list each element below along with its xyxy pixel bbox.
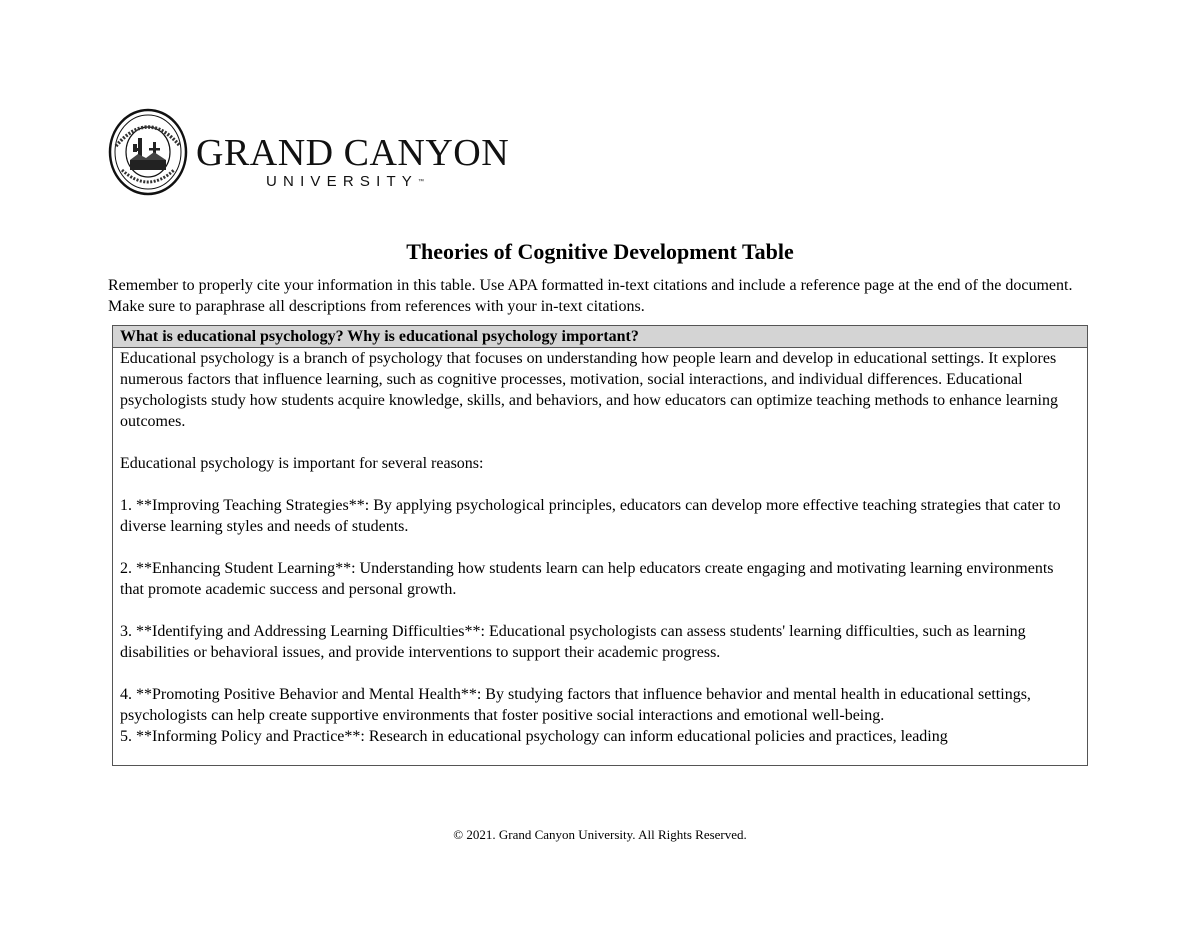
wordmark-university-text: UNIVERSITY: [266, 173, 419, 190]
copyright-footer: © 2021. Grand Canyon University. All Rights Reserved.: [453, 827, 747, 842]
answer-cell[interactable]: [113, 348, 1088, 766]
answer-list-item-2: 2. **Enhancing Student Learning**: Understanding how students learn can help educators create engaging and motivating learning environments that promote academic success and personal growth.: [120, 560, 1054, 598]
answer-cell-content: [120, 348, 1080, 765]
answer-list-item-4: 4. **Promoting Positive Behavior and Mental Health**: By studying factors that influence behavior and mental health in educational settings, psychologists can help create supportive environments that foster positive social interactions and emotional well-being.: [120, 686, 1031, 724]
trademark-symbol: ™: [418, 179, 425, 185]
table-header-question: What is educational psychology? Why is educational psychology important?: [113, 326, 1088, 348]
document-title: Theories of Cognitive Development Table: [406, 239, 794, 264]
answer-paragraph-definition: Educational psychology is a branch of psychology that focuses on understanding how people learn and develop in educational settings. It explores numerous factors that influence learning, such as cognitive processes, motivation, social interactions, and individual differences. Educational psychologists study how students acquire knowledge, skills, and behaviors, and how educators can optimize teaching methods to enhance learning outcomes.: [120, 350, 1058, 430]
cognitive-development-table: [112, 325, 1088, 766]
answer-list-item-5: 5. **Informing Policy and Practice**: Research in educational psychology can inform educational policies and practices, leading: [120, 728, 948, 745]
grand-canyon-university-seal-icon: [108, 108, 188, 196]
answer-paragraph-importance-intro: Educational psychology is important for several reasons:: [120, 455, 484, 472]
answer-list-item-1: 1. **Improving Teaching Strategies**: By applying psychological principles, educators can develop more effective teaching strategies that cater to diverse learning styles and needs of students.: [120, 497, 1061, 535]
university-logo: [108, 108, 510, 198]
instructions-text: Remember to properly cite your information in this table. Use APA formatted in-text citations and include a reference page at the end of the document. Make sure to paraphrase all descriptions from references with your in-text citations.: [108, 277, 1073, 315]
table-header-row: [113, 326, 1088, 348]
wordmark-grand-canyon: GRAND CANYON: [196, 132, 510, 174]
answer-list-item-3: 3. **Identifying and Addressing Learning Difficulties**: Educational psychologists can assess students' learning difficulties, such as learning disabilities or behavioral issues, and provide interventions to support their academic progress.: [120, 623, 1026, 661]
table-row: [113, 348, 1088, 766]
wordmark-university: [266, 174, 496, 190]
university-wordmark: [196, 132, 510, 190]
